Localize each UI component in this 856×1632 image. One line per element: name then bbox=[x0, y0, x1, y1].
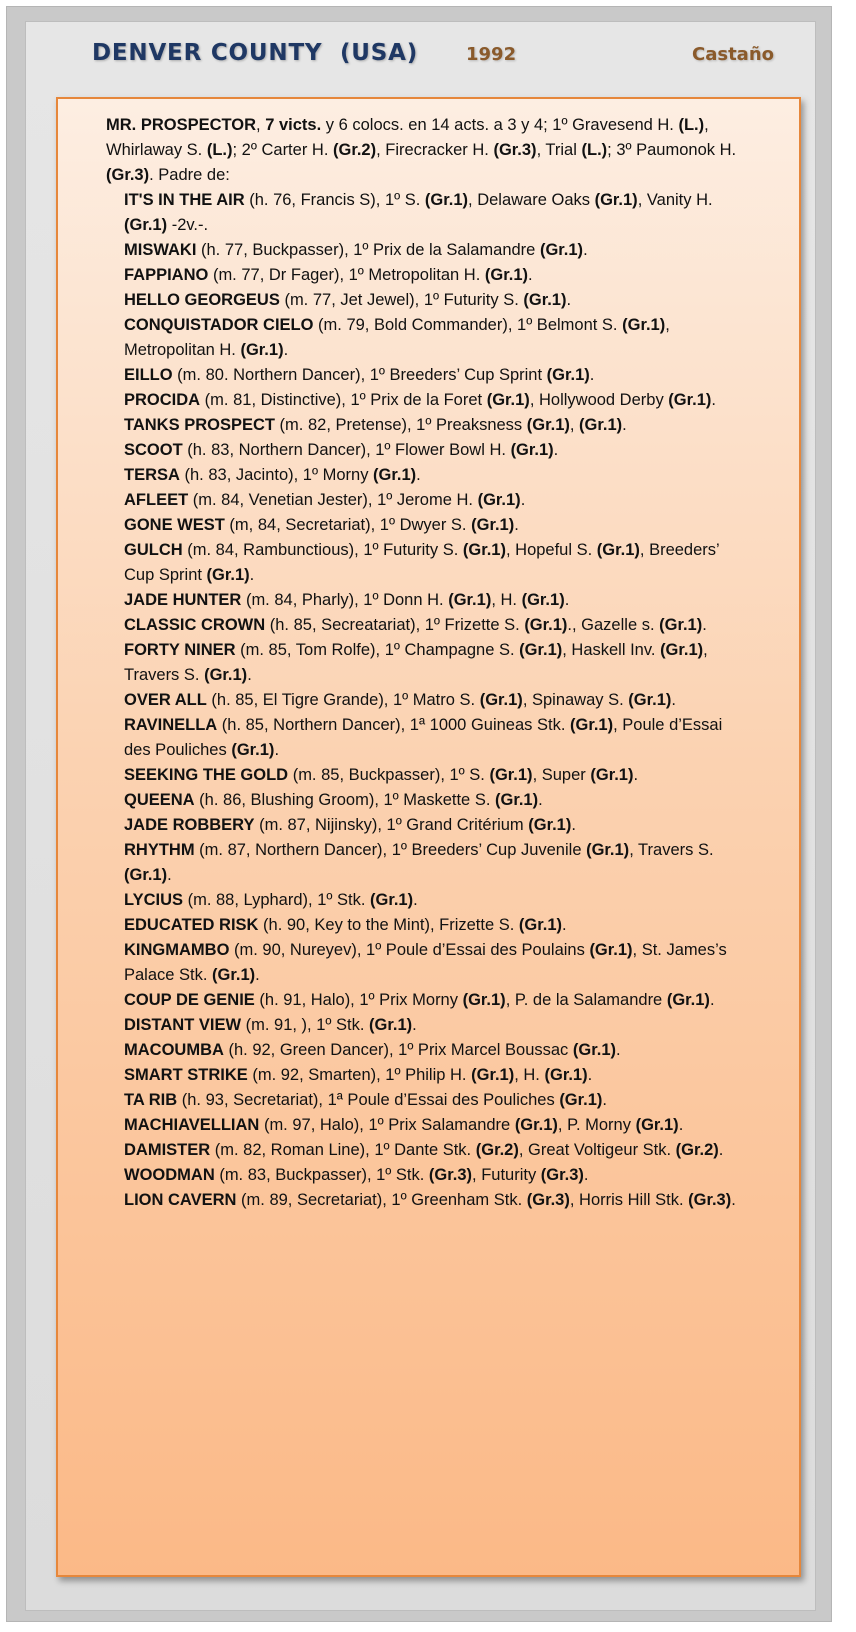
offspring-entry bbox=[124, 1188, 738, 1213]
offspring-text: (h. 86, Blushing Groom), 1º Maskette S. bbox=[194, 791, 495, 809]
race-grade: (Gr.1) bbox=[204, 666, 248, 684]
offspring-text: (m. 87, Nijinsky), 1º Grand Critérium bbox=[254, 816, 529, 834]
offspring-entry bbox=[124, 538, 738, 588]
offspring-entry bbox=[124, 788, 738, 813]
race-grade: (Gr.1) bbox=[486, 391, 530, 409]
offspring-text: . bbox=[520, 491, 526, 509]
offspring-entry bbox=[124, 438, 738, 463]
race-grade: (Gr.1) bbox=[572, 1041, 617, 1059]
offspring-text: . bbox=[731, 1191, 736, 1209]
race-grade: (Gr.1) bbox=[477, 491, 521, 509]
offspring-text: , Hollywood Derby bbox=[529, 391, 669, 409]
offspring-name: JADE HUNTER bbox=[124, 591, 242, 609]
offspring-name: DAMISTER bbox=[124, 1141, 211, 1159]
offspring-text: . bbox=[602, 1091, 608, 1109]
offspring-text: , Futurity bbox=[472, 1166, 541, 1184]
offspring-text: , H. bbox=[514, 1066, 545, 1084]
offspring-text: (m. 77, Dr Fager), 1º Metropolitan H. bbox=[208, 266, 485, 284]
sire-text: y 6 colocs. en 14 acts. a 3 y 4; 1º Gravesend H. bbox=[321, 116, 679, 134]
pedigree-content-box bbox=[56, 97, 801, 1577]
offspring-text: (m. 85, Tom Rolfe), 1º Champagne S. bbox=[235, 641, 520, 659]
offspring-text: . bbox=[514, 516, 519, 534]
race-grade: (Gr.1) bbox=[231, 741, 275, 759]
offspring-text: (m, 84, Secretariat), 1º Dwyer S. bbox=[224, 516, 472, 534]
offspring-name: OVER ALL bbox=[124, 691, 207, 709]
offspring-text: . bbox=[583, 1166, 589, 1184]
offspring-text: . bbox=[255, 966, 260, 984]
race-grade: (Gr.1) bbox=[369, 1016, 413, 1034]
race-grade: (Gr.1) bbox=[514, 1116, 558, 1134]
race-grade: (Gr.1) bbox=[523, 291, 567, 309]
offspring-entry bbox=[124, 1163, 738, 1188]
offspring-text: . bbox=[571, 816, 576, 834]
offspring-text: . bbox=[283, 341, 289, 359]
race-grade: (Gr.1) bbox=[489, 766, 533, 784]
race-grade: (Gr.1) bbox=[212, 966, 256, 984]
offspring-name: EDUCATED RISK bbox=[124, 916, 259, 934]
offspring-text: . bbox=[583, 241, 588, 259]
race-grade: (Gr.1) bbox=[635, 1116, 679, 1134]
offspring-text: (m. 90, Nureyev), 1º Poule d’Essai des Poulains bbox=[229, 941, 590, 959]
offspring-entry bbox=[124, 1063, 738, 1088]
offspring-entry bbox=[124, 938, 738, 988]
race-grade: (Gr.1) bbox=[424, 191, 469, 209]
offspring-name: MACOUMBA bbox=[124, 1041, 224, 1059]
offspring-text: . bbox=[538, 791, 543, 809]
sire-text: . Padre de: bbox=[149, 166, 230, 184]
offspring-name: TERSA bbox=[124, 466, 180, 484]
race-grade: (Gr.2) bbox=[675, 1141, 719, 1159]
sire-wins: 7 victs. bbox=[265, 116, 322, 134]
race-grade: (Gr.1) bbox=[462, 991, 506, 1009]
offspring-text: , St. James’s Palace Stk. bbox=[124, 941, 727, 984]
race-grade: (Gr.1) bbox=[448, 591, 492, 609]
race-grade: (Gr.1) bbox=[528, 816, 572, 834]
offspring-text: (m. 89, Secretariat), 1º Greenham Stk. bbox=[236, 1191, 527, 1209]
offspring-text: (h. 85, El Tigre Grande), 1º Matro S. bbox=[206, 691, 480, 709]
race-grade: (L.) bbox=[678, 116, 705, 134]
offspring-entry bbox=[124, 588, 738, 613]
race-grade: (Gr.1) bbox=[544, 1066, 588, 1084]
race-grade: (Gr.1) bbox=[124, 866, 168, 884]
offspring-text: , Vanity H. bbox=[637, 191, 713, 209]
offspring-name: COUP DE GENIE bbox=[124, 991, 255, 1009]
offspring-text: . bbox=[247, 666, 252, 684]
offspring-text: (m. 91, ), 1º Stk. bbox=[241, 1016, 370, 1034]
offspring-text: (h. 85, Secreatariat), 1º Frizette S. bbox=[265, 616, 525, 634]
offspring-text: (h. 83, Northern Dancer), 1º Flower Bowl H. bbox=[182, 441, 511, 459]
race-grade: (Gr.1) bbox=[519, 641, 563, 659]
offspring-entry bbox=[124, 838, 738, 888]
race-grade: (Gr.3) bbox=[540, 1166, 584, 1184]
offspring-text: . bbox=[553, 441, 559, 459]
race-grade: (Gr.3) bbox=[688, 1191, 732, 1209]
race-grade: (Gr.1) bbox=[589, 941, 633, 959]
sire-text: ; 2º Carter H. bbox=[232, 141, 333, 159]
offspring-text: (m. 97, Halo), 1º Prix Salamandre bbox=[259, 1116, 515, 1134]
offspring-name: AFLEET bbox=[124, 491, 189, 509]
race-grade: (Gr.1) bbox=[479, 691, 523, 709]
race-grade: (Gr.1) bbox=[659, 616, 703, 634]
offspring-text: . bbox=[413, 891, 418, 909]
race-grade: (Gr.1) bbox=[240, 341, 284, 359]
offspring-name: KINGMAMBO bbox=[124, 941, 230, 959]
offspring-name: GONE WEST bbox=[124, 516, 225, 534]
offspring-entry bbox=[124, 763, 738, 788]
offspring-text: . bbox=[709, 991, 715, 1009]
offspring-text: ., Gazelle s. bbox=[567, 616, 660, 634]
offspring-entry bbox=[124, 513, 738, 538]
offspring-entry bbox=[124, 363, 738, 388]
offspring-entry bbox=[124, 488, 738, 513]
offspring-text: . bbox=[566, 291, 572, 309]
offspring-entry bbox=[124, 813, 738, 838]
offspring-text: . bbox=[528, 266, 533, 284]
race-grade: (Gr.1) bbox=[510, 441, 554, 459]
offspring-text: , Great Voltigeur Stk. bbox=[518, 1141, 676, 1159]
offspring-text: , Super bbox=[532, 766, 591, 784]
offspring-text: , H. bbox=[491, 591, 522, 609]
offspring-entry bbox=[124, 613, 738, 638]
race-grade: (Gr.1) bbox=[526, 416, 570, 434]
offspring-name: EILLO bbox=[124, 366, 173, 384]
offspring-text: (m. 92, Smarten), 1º Philip H. bbox=[247, 1066, 472, 1084]
offspring-text: . bbox=[702, 616, 707, 634]
sire-text: , bbox=[256, 116, 266, 134]
offspring-name: IT'S IN THE AIR bbox=[124, 191, 245, 209]
race-grade: (Gr.1) bbox=[539, 241, 584, 259]
offspring-name: SMART STRIKE bbox=[124, 1066, 248, 1084]
race-grade: (Gr.1) bbox=[596, 541, 640, 559]
race-grade: (Gr.2) bbox=[332, 141, 377, 159]
race-grade: (Gr.1) bbox=[622, 316, 666, 334]
offspring-text: , Horris Hill Stk. bbox=[569, 1191, 689, 1209]
sire-text: , Firecracker H. bbox=[376, 141, 494, 159]
offspring-list bbox=[124, 188, 738, 1213]
offspring-name: CONQUISTADOR CIELO bbox=[124, 316, 314, 334]
offspring-text: (m. 84, Venetian Jester), 1º Jerome H. bbox=[188, 491, 478, 509]
offspring-entry bbox=[124, 263, 738, 288]
offspring-text: . bbox=[633, 766, 639, 784]
offspring-name: JADE ROBBERY bbox=[124, 816, 255, 834]
offspring-entry bbox=[124, 713, 738, 763]
offspring-text: . bbox=[587, 1066, 593, 1084]
offspring-text: . bbox=[671, 691, 676, 709]
offspring-name: MACHIAVELLIAN bbox=[124, 1116, 260, 1134]
race-grade: (Gr.1) bbox=[524, 616, 568, 634]
horse-name-title: DENVER COUNTY (USA) bbox=[92, 40, 419, 66]
offspring-entry bbox=[124, 638, 738, 688]
offspring-text: . bbox=[718, 1141, 724, 1159]
race-grade: (Gr.1) bbox=[370, 891, 414, 909]
offspring-text: , Travers S. bbox=[629, 841, 714, 859]
race-grade: (Gr.1) bbox=[206, 566, 250, 584]
offspring-text: , bbox=[569, 416, 580, 434]
offspring-entry bbox=[124, 913, 738, 938]
offspring-text: . bbox=[589, 366, 595, 384]
offspring-name: FORTY NINER bbox=[124, 641, 236, 659]
offspring-text: (h. 92, Green Dancer), 1º Prix Marcel Boussac bbox=[223, 1041, 573, 1059]
race-grade: (Gr.1) bbox=[660, 641, 704, 659]
race-grade: (Gr.1) bbox=[668, 391, 712, 409]
race-grade: (Gr.1) bbox=[628, 691, 672, 709]
offspring-text: (m. 77, Jet Jewel), 1º Futurity S. bbox=[279, 291, 524, 309]
race-grade: (Gr.1) bbox=[570, 716, 614, 734]
race-grade: (L.) bbox=[581, 141, 608, 159]
offspring-text: . bbox=[622, 416, 627, 434]
offspring-entry bbox=[124, 1113, 738, 1138]
offspring-text: , P. de la Salamandre bbox=[505, 991, 667, 1009]
sire-text: , Trial bbox=[536, 141, 582, 159]
offspring-text: (h. 83, Jacinto), 1º Morny bbox=[179, 466, 374, 484]
offspring-text: (m. 85, Buckpasser), 1º S. bbox=[288, 766, 490, 784]
offspring-text: , Breeders’ Cup Sprint bbox=[124, 541, 720, 584]
offspring-name: PROCIDA bbox=[124, 391, 201, 409]
pedigree-text bbox=[106, 113, 738, 1213]
offspring-text: (h. 93, Secretariat), 1ª Poule d’Essai des Pouliches bbox=[177, 1091, 560, 1109]
offspring-name: RHYTHM bbox=[124, 841, 195, 859]
offspring-text: . bbox=[274, 741, 280, 759]
offspring-text: (m. 88, Lyphard), 1º Stk. bbox=[183, 891, 370, 909]
birth-year: 1992 bbox=[466, 44, 517, 65]
race-grade: (Gr.1) bbox=[518, 916, 562, 934]
offspring-text: . bbox=[249, 566, 255, 584]
offspring-name: SCOOT bbox=[124, 441, 183, 459]
race-grade: (L.) bbox=[206, 141, 233, 159]
offspring-entry bbox=[124, 1088, 738, 1113]
offspring-text: (h. 77, Buckpasser), 1º Prix de la Salamandre bbox=[196, 241, 540, 259]
offspring-entry bbox=[124, 388, 738, 413]
sire-text: ; 3º Paumonok H. bbox=[607, 141, 737, 159]
race-grade: (Gr.1) bbox=[521, 591, 565, 609]
race-grade: (Gr.2) bbox=[475, 1141, 519, 1159]
race-grade: (Gr.1) bbox=[666, 991, 710, 1009]
offspring-text: . bbox=[564, 591, 570, 609]
offspring-text: . bbox=[678, 1116, 684, 1134]
offspring-entry bbox=[124, 413, 738, 438]
offspring-name: GULCH bbox=[124, 541, 183, 559]
offspring-text: , Spinaway S. bbox=[522, 691, 629, 709]
race-grade: (Gr.1) bbox=[590, 766, 634, 784]
sire-text: , Whirlaway S. bbox=[106, 116, 709, 159]
race-grade: (Gr.1) bbox=[586, 841, 630, 859]
offspring-entry bbox=[124, 238, 738, 263]
offspring-text: . bbox=[412, 1016, 417, 1034]
offspring-name: DISTANT VIEW bbox=[124, 1016, 242, 1034]
coat-color: Castaño bbox=[692, 44, 775, 65]
race-grade: (Gr.1) bbox=[546, 366, 590, 384]
offspring-text: . bbox=[416, 466, 421, 484]
offspring-name: QUEENA bbox=[124, 791, 195, 809]
race-grade: (Gr.3) bbox=[526, 1191, 570, 1209]
offspring-text: , Hopeful S. bbox=[505, 541, 597, 559]
sire-name: MR. PROSPECTOR bbox=[106, 116, 257, 134]
offspring-text: -2v.-. bbox=[167, 216, 209, 234]
offspring-entry bbox=[124, 188, 738, 238]
offspring-text: , Poule d’Essai des Pouliches bbox=[124, 716, 723, 759]
offspring-text: . bbox=[167, 866, 172, 884]
offspring-text: (h. 85, Northern Dancer), 1ª 1000 Guineas Stk. bbox=[217, 716, 570, 734]
race-grade: (Gr.3) bbox=[106, 166, 150, 184]
offspring-name: SEEKING THE GOLD bbox=[124, 766, 289, 784]
race-grade: (Gr.1) bbox=[462, 541, 506, 559]
race-grade: (Gr.1) bbox=[471, 1066, 515, 1084]
race-grade: (Gr.1) bbox=[594, 191, 638, 209]
offspring-text: (m. 84, Rambunctious), 1º Futurity S. bbox=[182, 541, 463, 559]
offspring-name: WOODMAN bbox=[124, 1166, 215, 1184]
offspring-text: (m. 84, Pharly), 1º Donn H. bbox=[241, 591, 449, 609]
offspring-text: (h. 76, Francis S), 1º S. bbox=[244, 191, 425, 209]
offspring-text: , Travers S. bbox=[124, 641, 708, 684]
offspring-text: , P. Morny bbox=[557, 1116, 636, 1134]
offspring-text: (h. 91, Halo), 1º Prix Morny bbox=[254, 991, 463, 1009]
offspring-name: RAVINELLA bbox=[124, 716, 218, 734]
race-grade: (Gr.1) bbox=[495, 791, 539, 809]
offspring-name: FAPPIANO bbox=[124, 266, 209, 284]
race-grade: (Gr.1) bbox=[579, 416, 623, 434]
sire-paragraph bbox=[106, 113, 738, 188]
offspring-name: TANKS PROSPECT bbox=[124, 416, 275, 434]
offspring-name: LION CAVERN bbox=[124, 1191, 237, 1209]
offspring-entry bbox=[124, 1138, 738, 1163]
offspring-name: TA RIB bbox=[124, 1091, 178, 1109]
offspring-text: (m. 82, Roman Line), 1º Dante Stk. bbox=[210, 1141, 476, 1159]
offspring-entry bbox=[124, 988, 738, 1013]
race-grade: (Gr.1) bbox=[373, 466, 417, 484]
offspring-entry bbox=[124, 1013, 738, 1038]
offspring-text: . bbox=[562, 916, 567, 934]
offspring-name: MISWAKI bbox=[124, 241, 197, 259]
offspring-text: , Haskell Inv. bbox=[562, 641, 661, 659]
offspring-entry bbox=[124, 313, 738, 363]
offspring-text: . bbox=[616, 1041, 621, 1059]
race-grade: (Gr.3) bbox=[493, 141, 537, 159]
offspring-name: HELLO GEORGEUS bbox=[124, 291, 280, 309]
offspring-text: (m. 82, Pretense), 1º Preaksness bbox=[274, 416, 527, 434]
offspring-text: (m. 81, Distinctive), 1º Prix de la Foret bbox=[200, 391, 487, 409]
offspring-name: CLASSIC CROWN bbox=[124, 616, 266, 634]
offspring-entry bbox=[124, 688, 738, 713]
race-grade: (Gr.1) bbox=[124, 216, 168, 234]
race-grade: (Gr.1) bbox=[559, 1091, 603, 1109]
race-grade: (Gr.1) bbox=[471, 516, 515, 534]
offspring-text: (h. 90, Key to the Mint), Frizette S. bbox=[258, 916, 519, 934]
offspring-entry bbox=[124, 1038, 738, 1063]
race-grade: (Gr.1) bbox=[484, 266, 528, 284]
offspring-text: . bbox=[711, 391, 716, 409]
offspring-text: (m. 80. Northern Dancer), 1º Breeders’ Cup Sprint bbox=[172, 366, 547, 384]
offspring-text: , Delaware Oaks bbox=[468, 191, 595, 209]
offspring-name: LYCIUS bbox=[124, 891, 183, 909]
offspring-text: (m. 83, Buckpasser), 1º Stk. bbox=[214, 1166, 429, 1184]
race-grade: (Gr.3) bbox=[428, 1166, 473, 1184]
offspring-text: (m. 87, Northern Dancer), 1º Breeders’ Cup Juvenile bbox=[194, 841, 587, 859]
offspring-text: , Metropolitan H. bbox=[124, 316, 670, 359]
offspring-entry bbox=[124, 463, 738, 488]
offspring-text: (m. 79, Bold Commander), 1º Belmont S. bbox=[313, 316, 623, 334]
offspring-entry bbox=[124, 288, 738, 313]
offspring-entry bbox=[124, 888, 738, 913]
